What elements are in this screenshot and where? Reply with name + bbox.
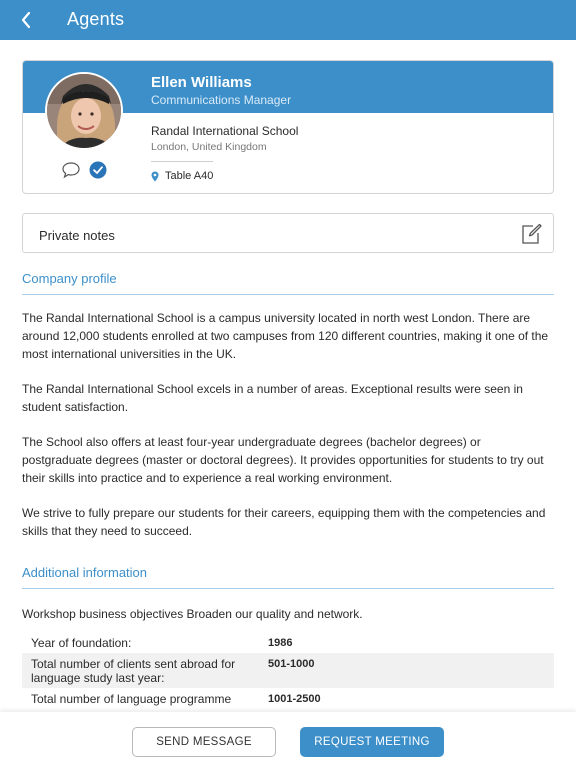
page-title: Agents [67,9,125,29]
company-paragraph: The School also offers at least four-year undergraduate degrees (bachelor degrees) or postgraduate degrees (master or doctoral degrees). It provides opportunities for students to try out their skills into practice and to experience a real working environment. [22,435,544,485]
additional-info-intro: Workshop business objectives Broaden our quality and network. [22,607,363,621]
request-meeting-button[interactable]: REQUEST MEETING [300,727,444,757]
organization-name: Randal International School [151,124,299,138]
company-paragraph: The Randal International School is a campus university located in north west London. There are around 12,000 students enrolled at two campuses from 120 different countries, making it one of the most international universities in the UK. [22,311,549,361]
edit-notes-button[interactable] [519,222,543,246]
profile-card [22,60,554,194]
profile-name: Ellen Williams [151,74,252,91]
section-divider [22,294,554,295]
table-row [22,688,554,709]
chat-bubble-icon [61,160,81,180]
private-notes-label: Private notes [39,228,115,243]
info-label: Year of foundation: [31,636,132,650]
info-value: 1986 [268,637,293,649]
bottom-action-bar [0,712,576,768]
info-label: Total number of clients sent abroad for language study last year: [31,657,236,685]
info-value: 1001-2500 [268,693,321,705]
section-divider [22,588,554,589]
table-row [22,653,554,688]
chevron-left-icon [20,11,32,29]
table-row [22,632,554,653]
info-label: Total number of language programme [31,692,232,706]
back-button[interactable] [14,8,38,32]
profile-role: Communications Manager [151,93,292,107]
edit-note-icon [519,222,543,246]
chat-button[interactable] [61,160,81,180]
additional-info-heading: Additional information [22,565,148,580]
organization-location: London, United Kingdom [151,141,267,153]
top-bar [0,0,576,40]
info-table [22,632,554,709]
map-pin-icon [151,171,159,182]
send-message-button[interactable]: SEND MESSAGE [132,727,276,757]
table-location [151,170,213,182]
verified-check-icon [89,161,107,179]
company-paragraph: The Randal International School excels in a number of areas. Exceptional results were seen in student satisfaction. [22,382,523,414]
verified-badge [89,161,107,179]
company-profile-heading: Company profile [22,271,117,286]
table-label: Table A40 [165,170,214,182]
private-notes-field[interactable] [22,213,554,253]
company-paragraph: We strive to fully prepare our students for their careers, equipping them with the competencies and skills that they need to succeed. [22,506,546,538]
avatar [45,72,123,150]
divider [151,161,213,162]
info-value: 501-1000 [268,658,315,670]
